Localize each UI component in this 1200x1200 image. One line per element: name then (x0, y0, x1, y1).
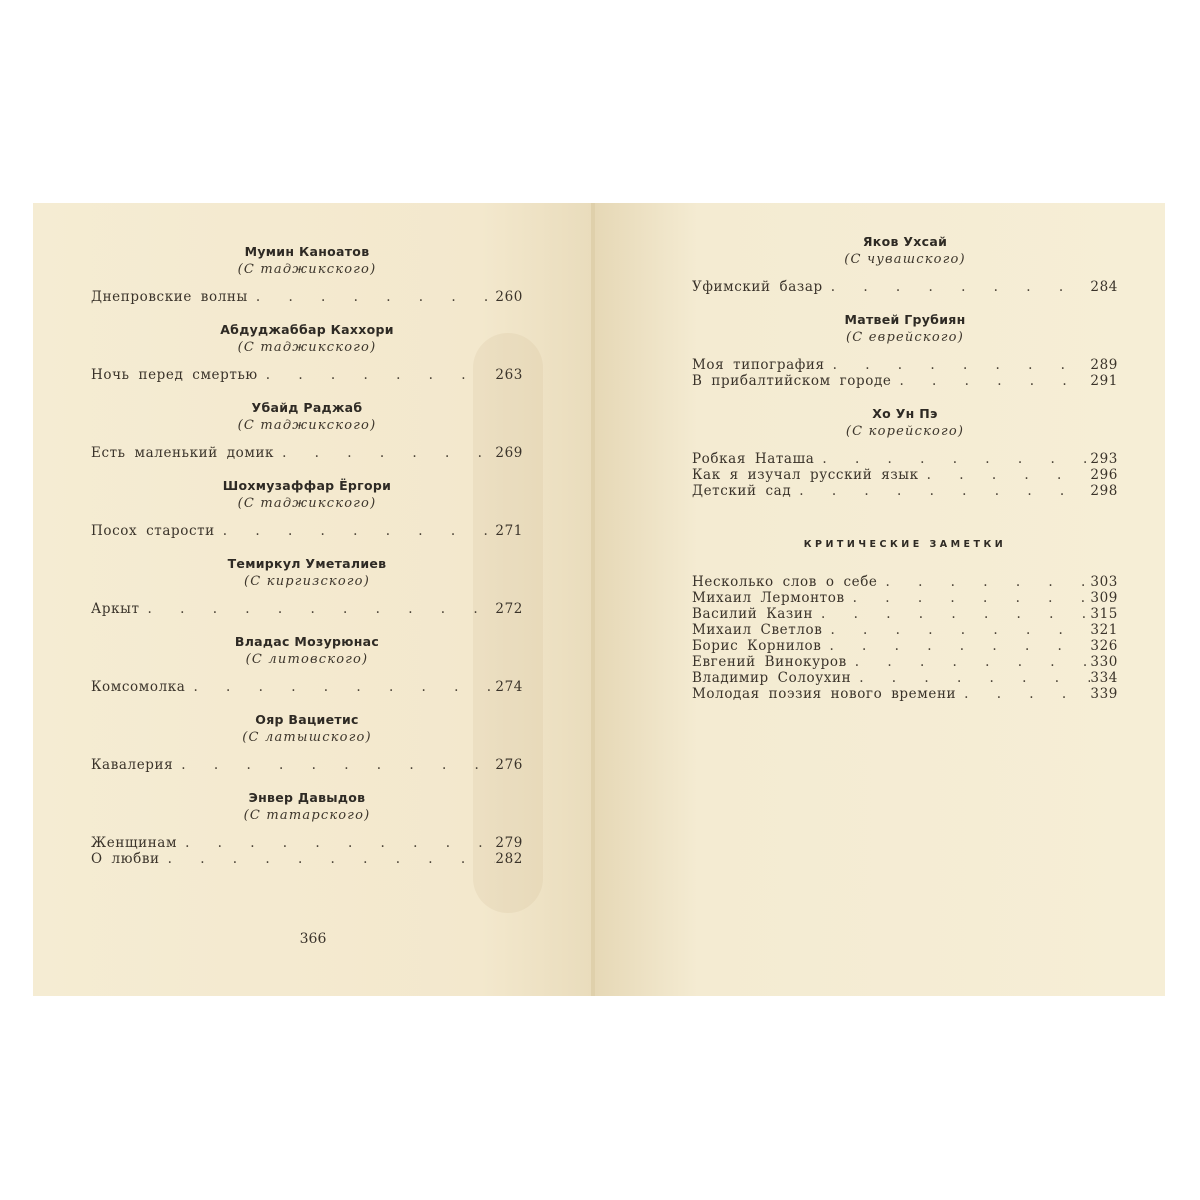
dot-leader (813, 606, 1090, 622)
toc-entry (91, 601, 523, 617)
toc-entry (692, 670, 1118, 686)
right-toc (692, 233, 1118, 718)
entry-page: 293 (1090, 451, 1118, 467)
entry-page: 291 (1090, 373, 1118, 389)
translation-note: (С таджикского) (237, 262, 377, 277)
toc-section (91, 789, 523, 867)
toc-entry (692, 686, 1118, 702)
entry-page: 274 (495, 679, 523, 695)
toc-entry (91, 835, 523, 851)
dot-leader (845, 590, 1091, 606)
toc-section (91, 555, 523, 617)
toc-entry (692, 373, 1118, 389)
entry-page: 282 (495, 851, 523, 867)
entry-page: 279 (495, 835, 523, 851)
entry-title: Евгений Винокуров (692, 654, 847, 670)
author-name: Матвей Грубиян (844, 312, 966, 327)
dot-leader (173, 757, 495, 773)
dot-leader (274, 445, 495, 461)
entry-page: 296 (1090, 467, 1118, 483)
toc-entry (91, 289, 523, 305)
translation-note: (С чувашского) (844, 252, 966, 267)
author-name: Ояр Вациетис (255, 712, 359, 727)
dot-leader (177, 835, 495, 851)
toc-section (692, 233, 1118, 295)
toc-entry (692, 357, 1118, 373)
toc-entry (692, 622, 1118, 638)
entry-page: 315 (1090, 606, 1118, 622)
dot-leader (822, 622, 1090, 638)
dot-leader (919, 467, 1091, 483)
toc-entry (91, 367, 523, 383)
entry-page: 326 (1090, 638, 1118, 654)
author-name: Энвер Давыдов (248, 790, 366, 805)
entry-title: Уфимский базар (692, 279, 823, 295)
entry-title: Женщинам (91, 835, 178, 851)
left-toc (91, 243, 523, 883)
translation-note: (С таджикского) (237, 340, 377, 355)
entry-page: 330 (1090, 654, 1118, 670)
entry-title: В прибалтийском городе (692, 373, 892, 389)
toc-entry (692, 279, 1118, 295)
book-spread (33, 203, 1165, 996)
translation-note: (С корейского) (845, 424, 965, 439)
entry-title: Борис Корнилов (692, 638, 822, 654)
toc-entry (692, 638, 1118, 654)
entry-page: 260 (495, 289, 523, 305)
toc-entry (91, 757, 523, 773)
toc-section (91, 321, 523, 383)
toc-section (91, 711, 523, 773)
dot-leader (851, 670, 1090, 686)
entry-title: Михаил Лермонтов (692, 590, 845, 606)
author-name: Мумин Каноатов (244, 244, 370, 259)
entry-page: 263 (495, 367, 523, 383)
critical-notes-list (692, 574, 1118, 702)
entry-title: Кавалерия (91, 757, 174, 773)
entry-title: Молодая поэзия нового времени (692, 686, 957, 702)
dot-leader (878, 574, 1091, 590)
dot-leader (140, 601, 496, 617)
toc-entry (692, 467, 1118, 483)
translation-note: (С еврейского) (846, 330, 964, 345)
dot-leader (814, 451, 1090, 467)
entry-page: 334 (1090, 670, 1118, 686)
author-name: Владас Мозурюнас (234, 634, 380, 649)
entry-title: Василий Казин (692, 606, 814, 622)
entry-title: Днепровские волны (91, 289, 248, 305)
author-name: Темиркул Уметалиев (227, 556, 387, 571)
translation-note: (С латышского) (242, 730, 372, 745)
toc-section (692, 311, 1118, 389)
entry-page: 303 (1090, 574, 1118, 590)
toc-section (692, 405, 1118, 499)
dot-leader (791, 483, 1090, 499)
toc-entry (692, 574, 1118, 590)
entry-page: 289 (1090, 357, 1118, 373)
entry-title: Несколько слов о себе (692, 574, 878, 590)
entry-title: Есть маленький домик (91, 445, 275, 461)
toc-entry (692, 606, 1118, 622)
entry-title: О любви (91, 851, 160, 867)
entry-page: 276 (495, 757, 523, 773)
dot-leader (847, 654, 1091, 670)
dot-leader (956, 686, 1090, 702)
translation-note: (С киргизского) (244, 574, 370, 589)
translation-note: (С таджикского) (237, 496, 377, 511)
author-name: Яков Ухсай (862, 234, 948, 249)
dot-leader (248, 289, 496, 305)
toc-section (91, 399, 523, 461)
toc-entry (692, 483, 1118, 499)
author-name: Шохмузаффар Ёргори (222, 478, 392, 493)
toc-section (91, 243, 523, 305)
author-name: Хо Ун Пэ (872, 406, 938, 421)
entry-title: Детский сад (692, 483, 792, 499)
dot-leader (258, 367, 496, 383)
entry-page: 272 (495, 601, 523, 617)
entry-title: Как я изучал русский язык (692, 467, 919, 483)
entry-page: 321 (1090, 622, 1118, 638)
author-name: Абдуджаббар Каххори (220, 322, 394, 337)
dot-leader (160, 851, 496, 867)
entry-title: Робкая Наташа (692, 451, 815, 467)
page-number: 366 (299, 931, 327, 947)
toc-entry (692, 451, 1118, 467)
toc-section (91, 477, 523, 539)
author-name: Убайд Раджаб (251, 400, 363, 415)
toc-entry (91, 679, 523, 695)
dot-leader (821, 638, 1090, 654)
toc-entry (692, 590, 1118, 606)
translation-note: (С татарского) (243, 808, 371, 823)
translation-note: (С таджикского) (237, 418, 377, 433)
toc-section (91, 633, 523, 695)
toc-entry (91, 445, 523, 461)
entry-title: Посох старости (91, 523, 215, 539)
toc-entry (692, 654, 1118, 670)
dot-leader (891, 373, 1090, 389)
entry-title: Комсомолка (91, 679, 186, 695)
entry-title: Аркыт (91, 601, 140, 617)
entry-title: Ночь перед смертью (91, 367, 258, 383)
dot-leader (215, 523, 496, 539)
entry-title: Михаил Светлов (692, 622, 823, 638)
translation-note: (С литовского) (245, 652, 369, 667)
entry-page: 284 (1090, 279, 1118, 295)
dot-leader (185, 679, 495, 695)
entry-title: Моя типография (692, 357, 825, 373)
entry-title: Владимир Солоухин (692, 670, 852, 686)
entry-page: 269 (495, 445, 523, 461)
entry-page: 309 (1090, 590, 1118, 606)
entry-page: 339 (1090, 686, 1118, 702)
dot-leader (823, 279, 1091, 295)
right-page (595, 203, 1165, 996)
section-heading-critical-notes: КРИТИЧЕСКИЕ ЗАМЕТКИ (803, 539, 1007, 550)
toc-entry (91, 851, 523, 867)
entry-page: 298 (1090, 483, 1118, 499)
left-page (33, 203, 593, 996)
dot-leader (825, 357, 1091, 373)
toc-entry (91, 523, 523, 539)
entry-page: 271 (495, 523, 523, 539)
